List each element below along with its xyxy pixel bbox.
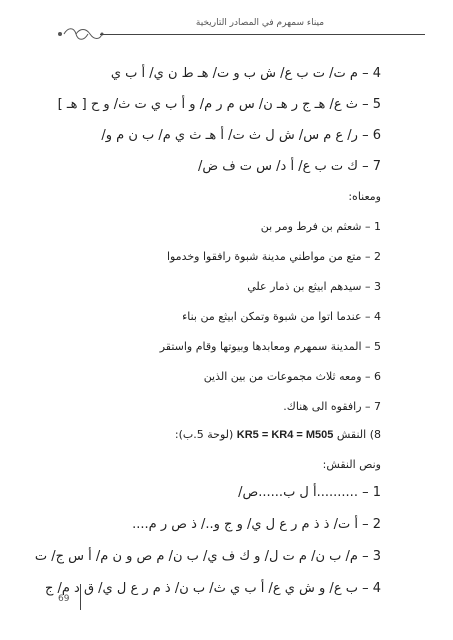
inscription-a-line-5: 5 – ث ع/ هـ ج ر هـ ن/ س م ر م/ و أ ب ي ت ث/ و ح [ هـ ] xyxy=(57,97,381,112)
inscription-siglum: KR5 = KR4 = M505 xyxy=(236,429,334,441)
meaning-line-5: 5 – المدينة سمهرم ومعابدها وبيوتها وقام واستقر xyxy=(159,340,381,353)
inscription-b-line-3: 3 – م/ ب ن/ م ت ل/ و ك ف ي/ ب ن/ م ص و ن م/ أ س ج/ ت xyxy=(34,549,381,564)
ornament-icon xyxy=(56,25,106,43)
inscription-b-line-2: 2 – أ ت/ ذ ذ م ر ع ل ي/ و ج و../ ذ ص ر م.... xyxy=(132,517,381,532)
page-header xyxy=(0,8,453,70)
meaning-line-7: 7 – رافقوه الى هناك. xyxy=(283,400,381,413)
inscription-heading xyxy=(175,428,381,441)
meaning-heading: ومعناه: xyxy=(348,190,381,203)
meaning-line-6: 6 – ومعه ثلاث مجموعات من بين الذين xyxy=(203,370,381,383)
page-number-rule xyxy=(80,584,81,610)
page-number: 69 xyxy=(58,594,70,604)
inscription-a-line-7: 7 – ك ت ب ع/ أ د/ س ت ف ض/ xyxy=(197,159,381,174)
inscription-a-line-4: 4 – م ت/ ت ب ع/ ش ب و ت/ هـ ط ن ي/ أ ب ي xyxy=(110,66,381,81)
inscription-heading-suffix: (لوحة 5.ب): xyxy=(174,428,237,441)
meaning-line-1: 1 – شعثم بن فرط ومر بن xyxy=(260,220,381,233)
meaning-line-2: 2 – متع من مواطني مدينة شبوة رافقوا وخدموا xyxy=(166,250,381,263)
meaning-line-3: 3 – سيدهم ابيثع بن ذمار علي xyxy=(247,280,381,293)
running-title: ميناء سمهرم في المصادر التاريخية xyxy=(195,18,325,28)
inscription-heading-prefix: 8) النقش xyxy=(333,428,381,441)
inscription-b-line-1: 1 – ..........أ ل ب......ص/ xyxy=(238,485,381,500)
inscription-a-line-6: 6 – ر/ ع م س/ ش ل ث ت/ أ هـ ث ي م/ ب ن م و/ xyxy=(101,128,381,143)
inscription-text-heading: ونص النقش: xyxy=(322,458,381,471)
inscription-b-line-4: 4 – ب ع/ و ش ي ع/ أ ب ي ث/ ب ن/ ذ م ر ع ل ي/ ق د م/ ج xyxy=(44,581,381,596)
header-rule xyxy=(100,34,425,35)
meaning-line-4: 4 – عندما اتوا من شبوة وتمكن ابيثع من بناء xyxy=(182,310,381,323)
